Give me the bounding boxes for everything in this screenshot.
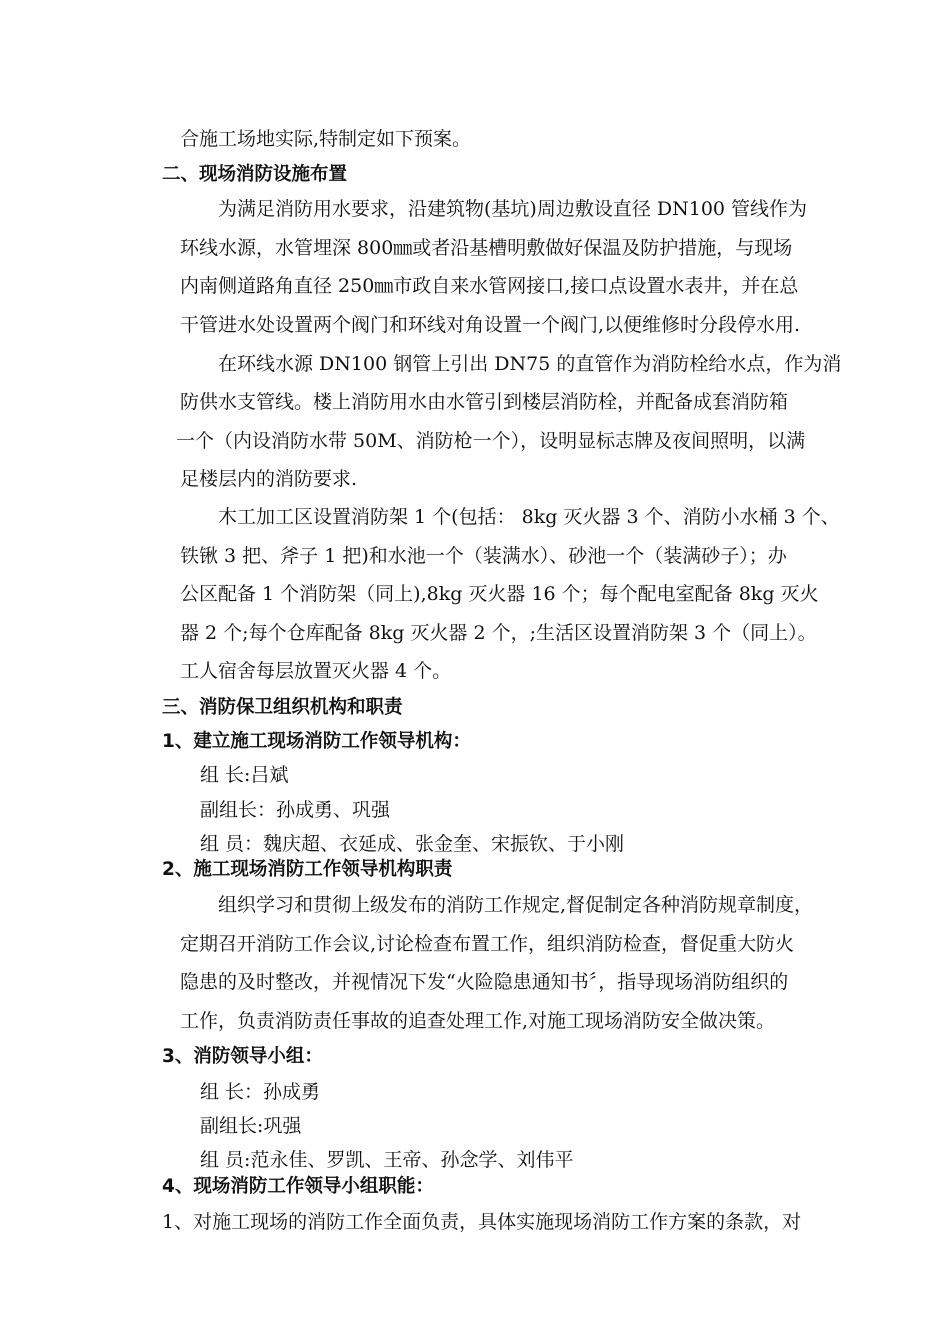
paragraph-line: 铁锹 3 把、斧子 1 把)和水池一个（装满水）、砂池一个（装满砂子）；办 bbox=[180, 545, 787, 567]
deputy-line: 副组长:巩强 bbox=[200, 1115, 302, 1137]
paragraph-line: 定期召开消防工作会议,讨论检查布置工作，组织消防检查，督促重大防火 bbox=[180, 933, 795, 955]
leader-line: 组 长:吕斌 bbox=[200, 764, 289, 786]
paragraph-line: 器 2 个;每个仓库配备 8kg 灭火器 2 个，;生活区设置消防架 3 个（同上）。 bbox=[180, 622, 817, 644]
subsection4-heading: 4、现场消防工作领导小组职能： bbox=[162, 1176, 434, 1197]
deputy-line: 副组长：孙成勇、巩强 bbox=[200, 799, 391, 821]
subsection3-heading: 3、消防领导小组： bbox=[162, 1046, 323, 1067]
paragraph-line: 在环线水源 DN100 钢管上引出 DN75 的直管作为消防栓给水点，作为消 bbox=[218, 353, 842, 375]
members-line: 组 员：魏庆超、衣延成、张金奎、宋振钦、于小刚 bbox=[200, 833, 625, 855]
section3-heading: 三、消防保卫组织机构和职责 bbox=[162, 697, 403, 718]
paragraph-line: 防供水支管线。楼上消防用水由水管引到楼层消防栓，并配备成套消防箱 bbox=[180, 391, 789, 413]
paragraph-line: 为满足消防用水要求，沿建筑物(基坑)周边敷设直径 DN100 管线作为 bbox=[218, 198, 808, 220]
paragraph-line: 公区配备 1 个消防架（同上),8kg 灭火器 16 个；每个配电室配备 8kg 灭火 bbox=[180, 583, 819, 605]
paragraph-line: 木工加工区设置消防架 1 个(包括： 8kg 灭火器 3 个、消防小水桶 3 个、 bbox=[218, 506, 840, 528]
subsection2-heading: 2、施工现场消防工作领导机构职责 bbox=[162, 859, 453, 880]
paragraph-line: 组织学习和贯彻上级发布的消防工作规定,督促制定各种消防规章制度， bbox=[218, 894, 814, 916]
intro-tail-line: 合施工场地实际,特制定如下预案。 bbox=[180, 128, 472, 150]
leader-line: 组 长：孙成勇 bbox=[200, 1081, 321, 1103]
section2-heading: 二、现场消防设施布置 bbox=[162, 164, 348, 185]
paragraph-line: 1、对施工现场的消防工作全面负责，具体实施现场消防工作方案的条款，对 bbox=[162, 1211, 802, 1233]
paragraph-line: 足楼层内的消防要求. bbox=[180, 468, 358, 490]
paragraph-line: 内南侧道路角直径 250㎜市政自来水管网接口,接口点设置水表井，并在总 bbox=[180, 275, 799, 297]
paragraph-line: 环线水源，水管埋深 800㎜或者沿基槽明敷做好保温及防护措施，与现场 bbox=[180, 237, 793, 259]
subsection1-heading: 1、建立施工现场消防工作领导机构： bbox=[162, 731, 471, 752]
paragraph-line: 干管进水处设置两个阀门和环线对角设置一个阀门,以便维修时分段停水用. bbox=[180, 314, 801, 336]
members-line: 组 员:范永佳、罗凯、王帝、孙念学、刘伟平 bbox=[200, 1149, 574, 1171]
paragraph-line: 工人宿舍每层放置灭火器 4 个。 bbox=[180, 660, 452, 682]
paragraph-line: 隐患的及时整改，并视情况下发“火险隐患通知书〞，指导现场消防组织的 bbox=[180, 971, 789, 993]
paragraph-line: 一个（内设消防水带 50M、消防枪一个），设明显标志牌及夜间照明，以满 bbox=[176, 430, 806, 452]
paragraph-line: 工作，负责消防责任事故的追查处理工作,对施工现场消防安全做决策。 bbox=[180, 1010, 776, 1032]
